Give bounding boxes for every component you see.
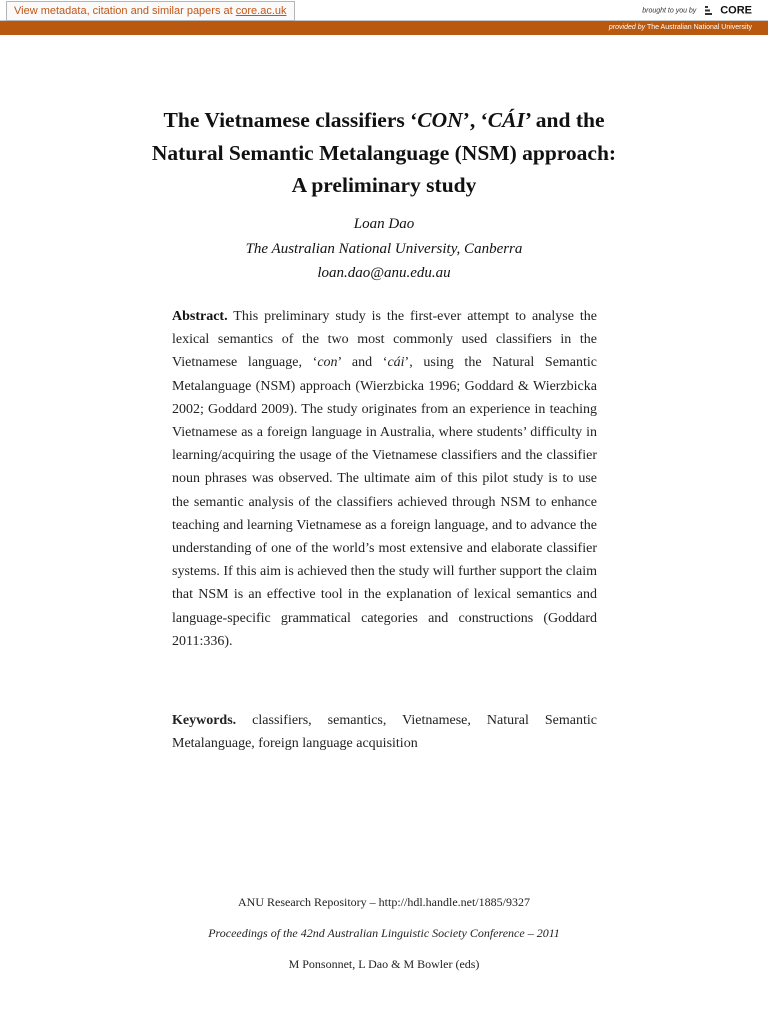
core-ac-uk-link[interactable]: core.ac.uk [235,5,287,17]
core-logo-icon [704,5,714,17]
title-line-3: A preliminary study [291,173,477,197]
title-term-con: CON [417,108,463,132]
proceedings-line: Proceedings of the 42nd Australian Linguistic Society Conference – 2011 [208,926,560,940]
abstract-text-1: This preliminary study is the first-ever attempt to analyse the lexical semantics of the two most commonly used classifiers in the Vietnamese language, ‘ [172,309,597,371]
core-provider-bar [0,21,768,35]
title-line-1 [100,104,668,137]
title-term-cai: CÁI [487,108,525,132]
abstract-term-cai: cái [387,355,405,371]
author-affiliation: The Australian National University, Canberra [245,240,523,257]
abstract [172,305,597,653]
repository-line: ANU Research Repository – http://hdl.handle.net/1885/9327 [238,895,530,909]
title-line-2: Natural Semantic Metalanguage (NSM) approach: [151,140,617,165]
title-text-c: ’ and the [524,108,605,132]
core-brand[interactable] [642,3,752,18]
editors-line: M Ponsonnet, L Dao & M Bowler (eds) [288,957,480,971]
author-block [100,212,668,286]
abstract-text-2: ’ and ‘ [337,355,388,371]
author-email: loan.dao@anu.edu.au [317,265,451,281]
title-text-a: The Vietnamese classifiers ‘ [163,108,418,132]
keywords-label: Keywords. [172,713,237,728]
abstract-label: Abstract. [172,309,228,324]
provider-name: The Australian National University [646,24,752,31]
abstract-term-con: con [317,355,338,371]
core-name: CORE [720,4,752,17]
author-name: Loan Dao [353,216,415,232]
view-metadata-link[interactable] [6,1,295,21]
paper-title [100,104,668,202]
core-banner [0,0,768,21]
metadata-text: View metadata, citation and similar papers at [14,5,236,17]
brought-to-you-text: brought to you by [642,7,697,15]
title-text-b: ’, ‘ [462,108,488,132]
keywords-text: classifiers, semantics, Vietnamese, Natural Semantic Metalanguage, foreign language acquisition [172,713,597,752]
provided-by-label: provided by [608,24,646,31]
abstract-text-3: ’, using the Natural Semantic Metalanguage (NSM) approach (Wierzbicka 1996; Goddard & Wierzbicka 2002; Goddard 2009). The study originates from an experience in teaching Vietnamese as a foreign language in Australia, where students’ difficulty in learning/acquiring the usage of the Vietnamese classifiers and the classifier noun phrases was observed. The ultimate aim of this pilot study is to use the semantic analysis of the classifiers achieved through NSM to enhance teaching and learning Vietnamese as a foreign language, and to advance the understanding of one of the world’s most extensive and elaborate classifier systems. If this aim is achieved then the study will further support the claim that NSM is an effective tool in the explanation of lexical semantics and language-specific grammatical categories and constructions (Goddard 2011:336). [172,355,597,649]
keywords [172,709,597,755]
